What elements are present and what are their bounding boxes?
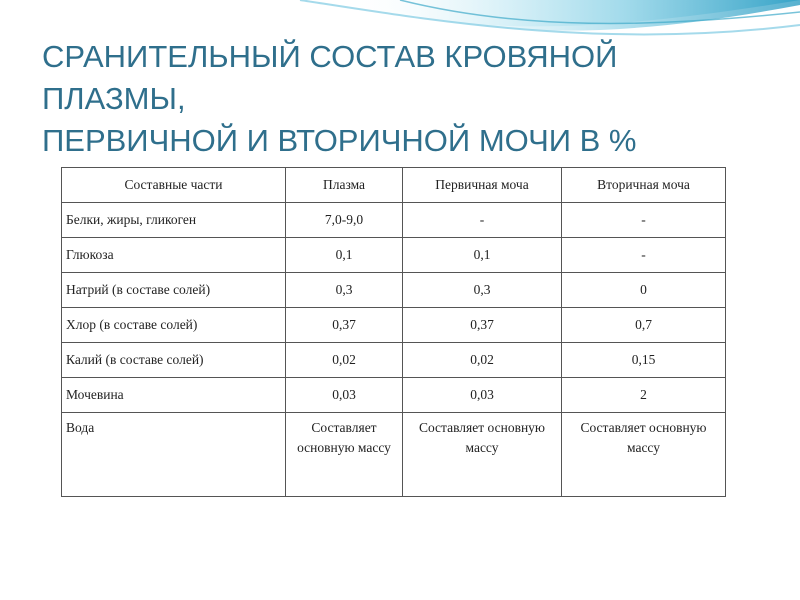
secondary-urine-cell: 2 xyxy=(562,378,726,413)
title-line-2: ПЛАЗМЫ, xyxy=(42,81,186,116)
title-line-3: ПЕРВИЧНОЙ И ВТОРИЧНОЙ МОЧИ В % xyxy=(42,123,637,158)
plasma-cell: 0,1 xyxy=(286,238,403,273)
table-row xyxy=(62,238,726,273)
primary-urine-cell: 0,3 xyxy=(403,273,562,308)
header-cell: Вторичная моча xyxy=(562,168,726,203)
primary-urine-cell: 0,02 xyxy=(403,343,562,378)
secondary-urine-cell: 0,7 xyxy=(562,308,726,343)
table-row xyxy=(62,308,726,343)
secondary-urine-cell: Составляет основную массу xyxy=(562,413,726,497)
component-cell: Глюкоза xyxy=(62,238,286,273)
component-cell: Мочевина xyxy=(62,378,286,413)
composition-table xyxy=(61,167,726,497)
component-cell: Калий (в составе солей) xyxy=(62,343,286,378)
primary-urine-cell: 0,37 xyxy=(403,308,562,343)
secondary-urine-cell: - xyxy=(562,238,726,273)
component-cell: Вода xyxy=(62,413,286,497)
table-row xyxy=(62,343,726,378)
header-cell: Первичная моча xyxy=(403,168,562,203)
plasma-cell: 0,3 xyxy=(286,273,403,308)
component-cell: Натрий (в составе солей) xyxy=(62,273,286,308)
table-header-row xyxy=(62,168,726,203)
secondary-urine-cell: 0 xyxy=(562,273,726,308)
secondary-urine-cell: - xyxy=(562,203,726,238)
table-row xyxy=(62,378,726,413)
primary-urine-cell: - xyxy=(403,203,562,238)
table-row xyxy=(62,413,726,497)
header-cell: Составные части xyxy=(62,168,286,203)
primary-urine-cell: 0,03 xyxy=(403,378,562,413)
table-row xyxy=(62,203,726,238)
header-cell: Плазма xyxy=(286,168,403,203)
component-cell: Хлор (в составе солей) xyxy=(62,308,286,343)
plasma-cell: 0,37 xyxy=(286,308,403,343)
table-row xyxy=(62,273,726,308)
page-title xyxy=(42,36,762,162)
secondary-urine-cell: 0,15 xyxy=(562,343,726,378)
component-cell: Белки, жиры, гликоген xyxy=(62,203,286,238)
plasma-cell: 0,02 xyxy=(286,343,403,378)
plasma-cell: 0,03 xyxy=(286,378,403,413)
primary-urine-cell: 0,1 xyxy=(403,238,562,273)
plasma-cell: Составляет основную массу xyxy=(286,413,403,497)
title-line-1: СРАНИТЕЛЬНЫЙ СОСТАВ КРОВЯНОЙ xyxy=(42,39,618,74)
plasma-cell: 7,0-9,0 xyxy=(286,203,403,238)
primary-urine-cell: Составляет основную массу xyxy=(403,413,562,497)
